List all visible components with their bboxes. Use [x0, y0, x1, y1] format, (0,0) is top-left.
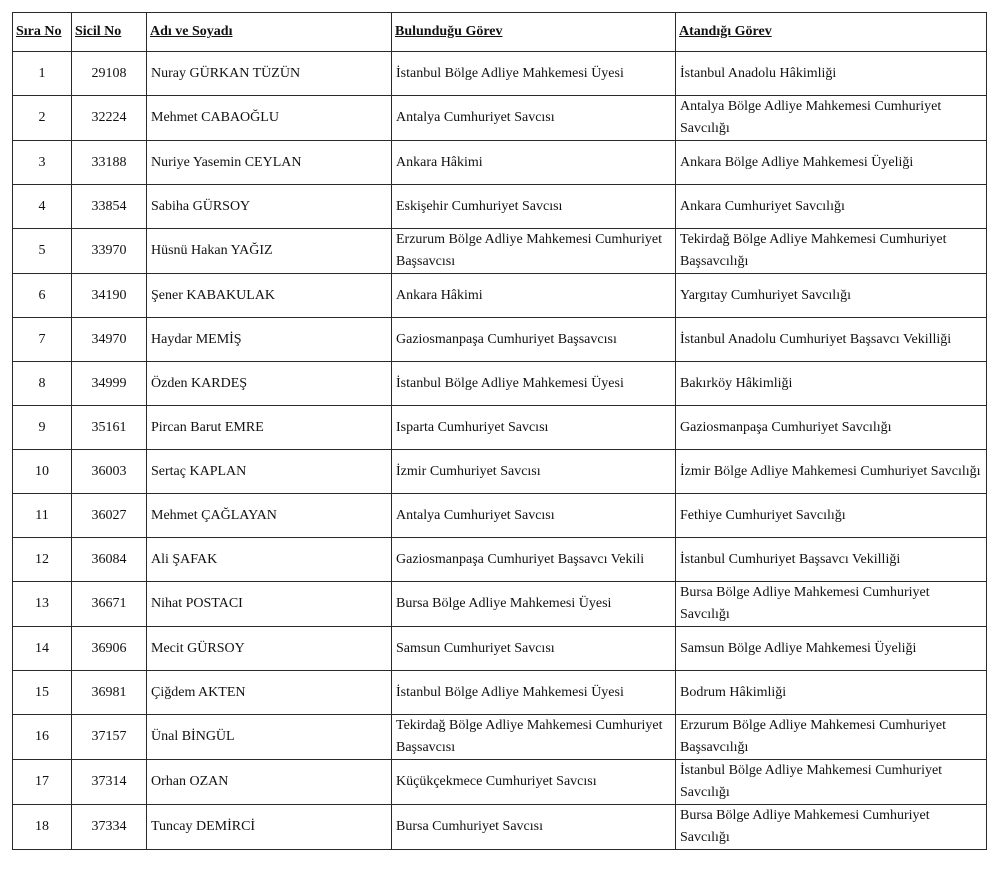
assigned-post-cell: Samsun Bölge Adliye Mahkemesi Üyeliği — [676, 627, 987, 671]
sicil-no-cell: 34999 — [72, 362, 147, 406]
column-header-assigned-post: Atandığı Görev — [676, 13, 987, 52]
table-row — [13, 805, 987, 850]
sicil-no-cell: 32224 — [72, 96, 147, 141]
sira-no-cell: 4 — [13, 185, 72, 229]
table-row — [13, 671, 987, 715]
assigned-post-cell: Bursa Bölge Adliye Mahkemesi Cumhuriyet Savcılığı — [676, 805, 987, 850]
assigned-post-cell: İstanbul Anadolu Cumhuriyet Başsavcı Vekilliği — [676, 318, 987, 362]
sicil-no-cell: 37334 — [72, 805, 147, 850]
name-cell: Çiğdem AKTEN — [147, 671, 392, 715]
table-body — [13, 52, 987, 850]
sicil-no-cell: 36084 — [72, 538, 147, 582]
sicil-no-cell: 34190 — [72, 274, 147, 318]
sira-no-cell: 6 — [13, 274, 72, 318]
name-cell: Nuray GÜRKAN TÜZÜN — [147, 52, 392, 96]
table-row — [13, 362, 987, 406]
current-post-cell: Eskişehir Cumhuriyet Savcısı — [392, 185, 676, 229]
name-cell: Nuriye Yasemin CEYLAN — [147, 141, 392, 185]
sicil-no-cell: 36671 — [72, 582, 147, 627]
table-row — [13, 406, 987, 450]
name-cell: Mehmet ÇAĞLAYAN — [147, 494, 392, 538]
sicil-no-cell: 37314 — [72, 760, 147, 805]
name-cell: Sabiha GÜRSOY — [147, 185, 392, 229]
sicil-no-cell: 37157 — [72, 715, 147, 760]
assigned-post-cell: Ankara Cumhuriyet Savcılığı — [676, 185, 987, 229]
table-row — [13, 715, 987, 760]
name-cell: Ali ŞAFAK — [147, 538, 392, 582]
name-cell: Tuncay DEMİRCİ — [147, 805, 392, 850]
current-post-cell: Antalya Cumhuriyet Savcısı — [392, 96, 676, 141]
current-post-cell: İstanbul Bölge Adliye Mahkemesi Üyesi — [392, 671, 676, 715]
sicil-no-cell: 33970 — [72, 229, 147, 274]
current-post-cell: Samsun Cumhuriyet Savcısı — [392, 627, 676, 671]
current-post-cell: Tekirdağ Bölge Adliye Mahkemesi Cumhuriyet Başsavcısı — [392, 715, 676, 760]
name-cell: Nihat POSTACI — [147, 582, 392, 627]
assigned-post-cell: Ankara Bölge Adliye Mahkemesi Üyeliği — [676, 141, 987, 185]
table-row — [13, 141, 987, 185]
sicil-no-cell: 34970 — [72, 318, 147, 362]
sira-no-cell: 7 — [13, 318, 72, 362]
table-row — [13, 538, 987, 582]
assigned-post-cell: Bursa Bölge Adliye Mahkemesi Cumhuriyet Savcılığı — [676, 582, 987, 627]
current-post-cell: İstanbul Bölge Adliye Mahkemesi Üyesi — [392, 362, 676, 406]
table-row — [13, 494, 987, 538]
sira-no-cell: 1 — [13, 52, 72, 96]
sicil-no-cell: 36027 — [72, 494, 147, 538]
sira-no-cell: 12 — [13, 538, 72, 582]
name-cell: Şener KABAKULAK — [147, 274, 392, 318]
current-post-cell: Antalya Cumhuriyet Savcısı — [392, 494, 676, 538]
assigned-post-cell: İstanbul Cumhuriyet Başsavcı Vekilliği — [676, 538, 987, 582]
name-cell: Mehmet CABAOĞLU — [147, 96, 392, 141]
current-post-cell: Bursa Cumhuriyet Savcısı — [392, 805, 676, 850]
table-row — [13, 96, 987, 141]
table-row — [13, 274, 987, 318]
sira-no-cell: 15 — [13, 671, 72, 715]
table-row — [13, 627, 987, 671]
column-header-sicil-no: Sicil No — [72, 13, 147, 52]
current-post-cell: İzmir Cumhuriyet Savcısı — [392, 450, 676, 494]
current-post-cell: Isparta Cumhuriyet Savcısı — [392, 406, 676, 450]
column-header-current-post: Bulunduğu Görev — [392, 13, 676, 52]
assigned-post-cell: Erzurum Bölge Adliye Mahkemesi Cumhuriyet Başsavcılığı — [676, 715, 987, 760]
sira-no-cell: 10 — [13, 450, 72, 494]
table-row — [13, 450, 987, 494]
sicil-no-cell: 35161 — [72, 406, 147, 450]
sicil-no-cell: 36003 — [72, 450, 147, 494]
header-row — [13, 13, 987, 52]
assigned-post-cell: Gaziosmanpaşa Cumhuriyet Savcılığı — [676, 406, 987, 450]
sicil-no-cell: 36981 — [72, 671, 147, 715]
sira-no-cell: 9 — [13, 406, 72, 450]
sicil-no-cell: 33854 — [72, 185, 147, 229]
table-row — [13, 760, 987, 805]
sira-no-cell: 17 — [13, 760, 72, 805]
name-cell: Özden KARDEŞ — [147, 362, 392, 406]
name-cell: Orhan OZAN — [147, 760, 392, 805]
current-post-cell: Küçükçekmece Cumhuriyet Savcısı — [392, 760, 676, 805]
appointment-table — [12, 12, 987, 850]
sira-no-cell: 13 — [13, 582, 72, 627]
sira-no-cell: 16 — [13, 715, 72, 760]
assigned-post-cell: Fethiye Cumhuriyet Savcılığı — [676, 494, 987, 538]
table-row — [13, 318, 987, 362]
current-post-cell: Gaziosmanpaşa Cumhuriyet Başsavcısı — [392, 318, 676, 362]
current-post-cell: Ankara Hâkimi — [392, 141, 676, 185]
assigned-post-cell: İstanbul Bölge Adliye Mahkemesi Cumhuriyet Savcılığı — [676, 760, 987, 805]
current-post-cell: Gaziosmanpaşa Cumhuriyet Başsavcı Vekili — [392, 538, 676, 582]
sira-no-cell: 18 — [13, 805, 72, 850]
current-post-cell: Bursa Bölge Adliye Mahkemesi Üyesi — [392, 582, 676, 627]
assigned-post-cell: Bodrum Hâkimliği — [676, 671, 987, 715]
column-header-name: Adı ve Soyadı — [147, 13, 392, 52]
name-cell: Mecit GÜRSOY — [147, 627, 392, 671]
sicil-no-cell: 33188 — [72, 141, 147, 185]
sicil-no-cell: 29108 — [72, 52, 147, 96]
assigned-post-cell: İstanbul Anadolu Hâkimliği — [676, 52, 987, 96]
assigned-post-cell: Bakırköy Hâkimliği — [676, 362, 987, 406]
current-post-cell: Erzurum Bölge Adliye Mahkemesi Cumhuriyet Başsavcısı — [392, 229, 676, 274]
sira-no-cell: 2 — [13, 96, 72, 141]
name-cell: Haydar MEMİŞ — [147, 318, 392, 362]
sira-no-cell: 14 — [13, 627, 72, 671]
sicil-no-cell: 36906 — [72, 627, 147, 671]
assigned-post-cell: Antalya Bölge Adliye Mahkemesi Cumhuriyet Savcılığı — [676, 96, 987, 141]
assigned-post-cell: Yargıtay Cumhuriyet Savcılığı — [676, 274, 987, 318]
sira-no-cell: 5 — [13, 229, 72, 274]
column-header-sira-no: Sıra No — [13, 13, 72, 52]
table-row — [13, 582, 987, 627]
assigned-post-cell: Tekirdağ Bölge Adliye Mahkemesi Cumhuriyet Başsavcılığı — [676, 229, 987, 274]
current-post-cell: Ankara Hâkimi — [392, 274, 676, 318]
name-cell: Ünal BİNGÜL — [147, 715, 392, 760]
name-cell: Hüsnü Hakan YAĞIZ — [147, 229, 392, 274]
current-post-cell: İstanbul Bölge Adliye Mahkemesi Üyesi — [392, 52, 676, 96]
sira-no-cell: 8 — [13, 362, 72, 406]
table-row — [13, 185, 987, 229]
table-row — [13, 229, 987, 274]
table-row — [13, 52, 987, 96]
appointment-list-sheet — [12, 12, 986, 850]
name-cell: Sertaç KAPLAN — [147, 450, 392, 494]
assigned-post-cell: İzmir Bölge Adliye Mahkemesi Cumhuriyet Savcılığı — [676, 450, 987, 494]
sira-no-cell: 3 — [13, 141, 72, 185]
table-header — [13, 13, 987, 52]
name-cell: Pircan Barut EMRE — [147, 406, 392, 450]
sira-no-cell: 11 — [13, 494, 72, 538]
